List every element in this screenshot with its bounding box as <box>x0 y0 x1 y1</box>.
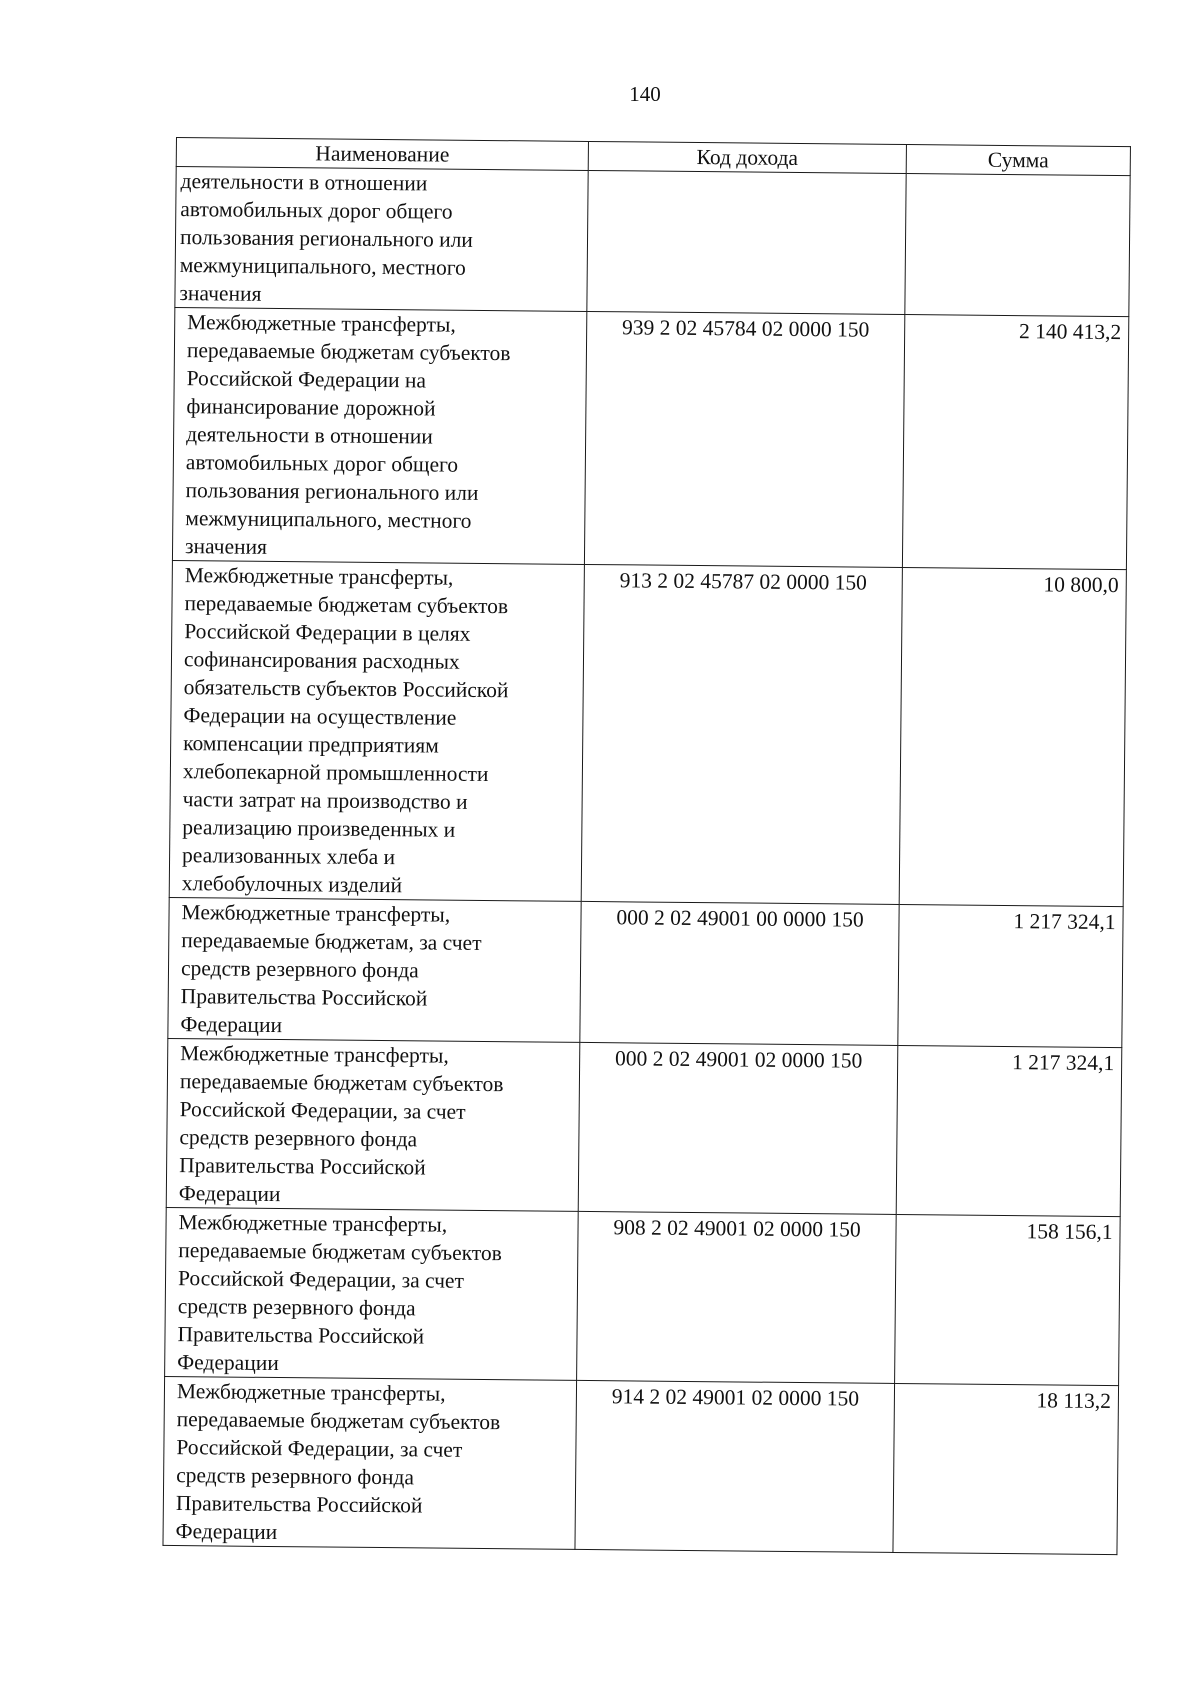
name-line: средств резервного фонда <box>179 1125 418 1152</box>
cell-revenue-code <box>587 170 906 314</box>
cell-name <box>165 1207 579 1380</box>
cell-revenue-code: 000 2 02 49001 02 0000 150 <box>578 1042 898 1214</box>
name-line: Федерации <box>178 1181 281 1207</box>
cell-name <box>172 307 586 564</box>
cell-name <box>163 1376 577 1549</box>
cell-revenue-code: 913 2 02 45787 02 0000 150 <box>581 564 902 904</box>
cell-name <box>175 167 588 312</box>
name-line: реализованных хлеба и <box>181 843 396 870</box>
name-line: Межбюджетные трансферты, <box>181 900 451 927</box>
cell-name <box>168 897 581 1042</box>
cell-revenue-code: 939 2 02 45784 02 0000 150 <box>584 311 904 567</box>
name-line: средств резервного фонда <box>180 956 419 983</box>
name-line: значения <box>184 534 268 559</box>
name-line: автомобильных дорог общего <box>180 197 453 224</box>
name-line: реализацию произведенных и <box>182 815 456 842</box>
name-line: значения <box>179 281 262 306</box>
name-line: передаваемые бюджетам субъектов <box>184 591 509 619</box>
name-line: хлебобулочных изделий <box>181 871 403 898</box>
name-line: Российской Федерации, за счет <box>176 1435 463 1462</box>
cell-revenue-code: 000 2 02 49001 00 0000 150 <box>580 901 899 1045</box>
name-line: средств резервного фонда <box>176 1463 415 1490</box>
name-line: Федерации <box>180 1012 283 1038</box>
name-line: автомобильных дорог общего <box>185 450 459 477</box>
name-line: Правительства Российской <box>179 1153 426 1180</box>
cell-revenue-code: 914 2 02 49001 02 0000 150 <box>575 1380 895 1552</box>
table-row <box>169 560 1126 906</box>
name-line: передаваемые бюджетам субъектов <box>178 1238 502 1266</box>
cell-sum: 10 800,0 <box>899 567 1126 906</box>
table-row <box>166 1038 1122 1216</box>
table-body <box>163 167 1130 1555</box>
name-line: Российской Федерации в целях <box>184 619 471 646</box>
table-row <box>163 1376 1119 1554</box>
name-line: Межбюджетные трансферты, <box>180 1041 449 1068</box>
name-line: хлебопекарной промышленности <box>182 759 489 787</box>
name-line: Федерации <box>175 1519 278 1545</box>
table-row <box>165 1207 1121 1385</box>
name-line: Российской Федерации, за счет <box>179 1097 466 1124</box>
name-line: передаваемые бюджетам, за счет <box>181 928 482 955</box>
name-line: деятельности в отношении <box>186 422 433 449</box>
name-line: софинансирования расходных <box>183 647 460 674</box>
cell-revenue-code: 908 2 02 49001 02 0000 150 <box>577 1211 897 1383</box>
name-line: передаваемые бюджетам субъектов <box>186 338 511 366</box>
revenue-table <box>162 137 1130 1555</box>
name-line: Межбюджетные трансферты, <box>184 563 454 590</box>
cell-name <box>166 1038 580 1211</box>
header-revenue-code: Код дохода <box>588 141 906 173</box>
header-name: Наименование <box>176 138 588 171</box>
page-number: 140 <box>629 82 661 106</box>
table-row <box>175 167 1130 317</box>
cell-sum <box>905 174 1130 317</box>
name-line: обязательств субъектов Российской <box>183 675 509 703</box>
name-line: Правительства Российской <box>177 1322 425 1349</box>
cell-sum: 1 217 324,1 <box>896 1045 1122 1216</box>
cell-sum: 1 217 324,1 <box>898 904 1123 1047</box>
name-line: Правительства Российской <box>180 984 428 1011</box>
name-line: Российской Федерации на <box>186 366 427 393</box>
name-line: средств резервного фонда <box>177 1294 416 1321</box>
name-line: пользования регионального или <box>179 225 474 252</box>
name-line: пользования регионального или <box>185 478 479 505</box>
name-line: межмуниципального, местного <box>179 253 466 280</box>
name-line: части затрат на производство и <box>182 787 468 814</box>
name-line: передаваемые бюджетам субъектов <box>176 1407 501 1435</box>
name-line: Правительства Российской <box>175 1491 423 1518</box>
cell-sum: 2 140 413,2 <box>902 315 1128 570</box>
cell-name <box>169 560 584 901</box>
table-row <box>172 307 1128 569</box>
name-line: деятельности в отношении <box>180 169 428 196</box>
name-line: Федерации на осуществление <box>183 703 457 730</box>
name-line: Межбюджетные трансферты, <box>187 310 456 337</box>
table-row <box>168 897 1123 1047</box>
cell-sum: 158 156,1 <box>895 1214 1121 1385</box>
header-sum: Сумма <box>906 145 1130 176</box>
name-line: компенсации предприятиям <box>183 731 439 758</box>
name-line: финансирование дорожной <box>186 394 436 421</box>
name-line: Межбюджетные трансферты, <box>176 1379 446 1406</box>
name-line: Межбюджетные трансферты, <box>178 1210 448 1237</box>
name-line: межмуниципального, местного <box>185 506 472 533</box>
name-line: Российской Федерации, за счет <box>177 1266 465 1293</box>
cell-sum: 18 113,2 <box>893 1383 1119 1554</box>
name-line: передаваемые бюджетам субъектов <box>179 1069 504 1097</box>
name-line: Федерации <box>177 1350 279 1376</box>
